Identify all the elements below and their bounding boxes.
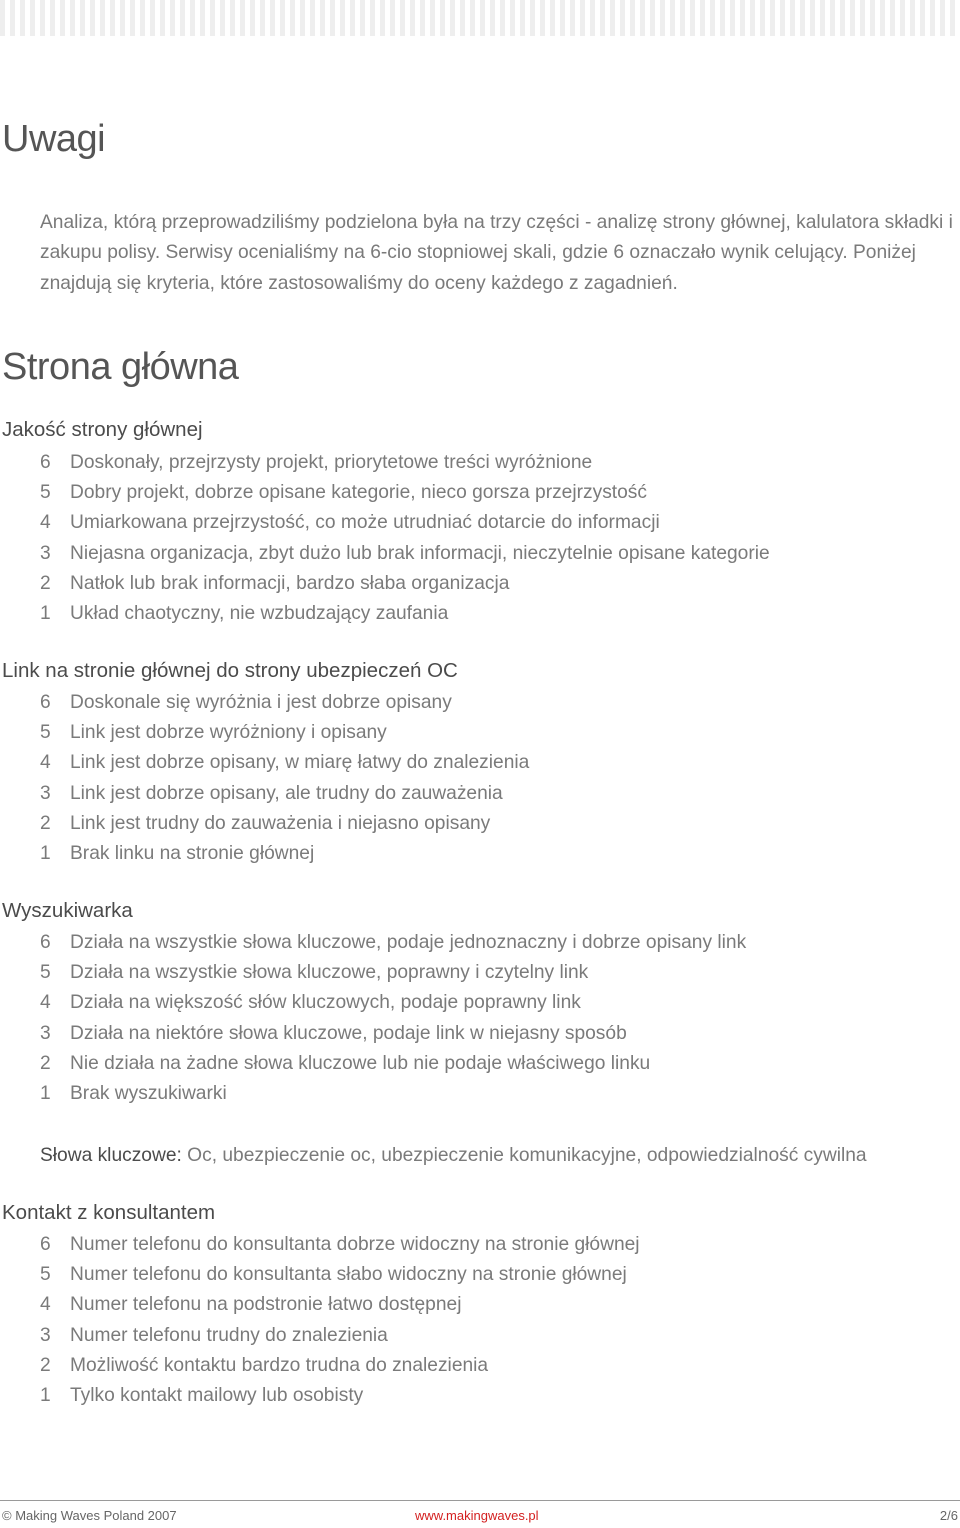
criterion-text: Działa na niektóre słowa kluczowe, podaje link w niejasny sposób [70,1022,627,1044]
score: 4 [40,992,51,1014]
criterion-text: Link jest dobrze opisany, w miarę łatwy do znalezienia [70,752,530,774]
list-item [40,539,770,569]
score: 6 [40,692,51,713]
score: 1 [40,1082,51,1104]
page-title-uwagi: Uwagi [2,118,106,160]
page-number: 2/6 [939,1508,958,1523]
list-item [40,599,770,629]
criterion-text: Umiarkowana przejrzystość, co może utrudniać dotarcie do informacji [70,512,660,534]
criterion-text: Możliwość kontaktu bardzo trudna do znalezienia [70,1354,489,1376]
score: 3 [40,782,51,804]
score: 2 [40,572,51,594]
list-item [40,569,770,599]
heading-search: Wyszukiwarka [2,899,133,922]
list-item [40,988,746,1018]
criterion-text: Link jest dobrze opisany, ale trudny do zauważenia [70,782,503,804]
score: 1 [40,602,51,624]
list-item [40,448,770,478]
score: 4 [40,752,51,774]
list-item [40,1351,640,1381]
list-item [40,1079,746,1109]
list-item [40,928,746,958]
score: 5 [40,962,51,984]
list-item [40,779,529,809]
top-decorative-band [0,0,960,36]
score: 2 [40,1052,51,1074]
score: 4 [40,1294,51,1316]
list-item [40,1290,640,1320]
criteria-list-oc-link [40,688,529,869]
score: 1 [40,1384,51,1406]
section-title-home: Strona główna [2,346,239,388]
criterion-text: Dobry projekt, dobrze opisane kategorie, nieco gorsza przejrzystość [70,482,647,504]
score: 5 [40,1264,51,1286]
list-item [40,478,770,508]
score: 3 [40,1324,51,1346]
list-item [40,1321,640,1351]
keywords-line [40,1141,867,1171]
score: 2 [40,812,51,834]
score: 6 [40,452,51,473]
score: 2 [40,1354,51,1376]
criterion-text: Brak wyszukiwarki [70,1082,227,1104]
criterion-text: Nie działa na żadne słowa kluczowe lub nie podaje właściwego linku [70,1052,651,1074]
list-item [40,809,529,839]
criteria-list-homepage-quality [40,448,770,629]
score: 6 [40,1234,51,1255]
list-item [40,718,529,748]
list-item [40,688,529,718]
criterion-text: Numer telefonu do konsultanta słabo widoczny na stronie głównej [70,1264,627,1286]
criterion-text: Doskonały, przejrzysty projekt, priorytetowe treści wyróżnione [70,452,593,473]
heading-consultant-contact: Kontakt z konsultantem [2,1201,216,1224]
heading-homepage-quality: Jakość strony głównej [2,418,203,441]
criterion-text: Brak linku na stronie głównej [70,842,315,864]
criterion-text: Link jest trudny do zauważenia i niejasno opisany [70,812,491,834]
list-item [40,958,746,988]
heading-oc-link: Link na stronie głównej do strony ubezpieczeń OC [2,659,458,682]
criterion-text: Działa na wszystkie słowa kluczowe, poprawny i czytelny link [70,962,589,984]
score: 5 [40,722,51,744]
criterion-text: Tylko kontakt mailowy lub osobisty [70,1384,364,1406]
score: 1 [40,842,51,864]
list-item [40,1381,640,1411]
list-item [40,1230,640,1260]
intro-paragraph: Analiza, którą przeprowadziliśmy podzielona była na trzy części - analizę strony głównej, kalulatora składki i zakupu polisy. Serwisy ocenialiśmy na 6-cio stopniowej skali, gdzie 6 oznaczało wynik celujący. Poniżej znajdują się kryteria, które zastosowaliśmy do oceny każdego z zagadnień. [40,212,953,294]
list-item [40,508,770,538]
list-item [40,839,529,869]
list-item [40,1019,746,1049]
list-item [40,1260,640,1290]
footer-copyright: © Making Waves Poland 2007 [2,1508,177,1523]
keywords-label: Słowa kluczowe: [40,1145,182,1166]
criterion-text: Układ chaotyczny, nie wzbudzający zaufania [70,602,449,624]
score: 3 [40,542,51,564]
footer-website-link[interactable]: www.makingwaves.pl [415,1508,539,1523]
list-item [40,1049,746,1079]
criterion-text: Numer telefonu do konsultanta dobrze widoczny na stronie głównej [70,1234,640,1255]
score: 5 [40,482,51,504]
criterion-text: Numer telefonu trudny do znalezienia [70,1324,388,1346]
criterion-text: Link jest dobrze wyróżniony i opisany [70,722,387,744]
criterion-text: Numer telefonu na podstronie łatwo dostępnej [70,1294,462,1316]
criteria-list-consultant-contact [40,1230,640,1411]
criterion-text: Działa na większość słów kluczowych, podaje poprawny link [70,992,581,1014]
criteria-list-search [40,928,746,1109]
keywords-value: Oc, ubezpieczenie oc, ubezpieczenie komunikacyjne, odpowiedzialność cywilna [181,1145,867,1166]
score: 4 [40,512,51,534]
criterion-text: Doskonale się wyróżnia i jest dobrze opisany [70,692,452,713]
score: 6 [40,932,51,953]
criterion-text: Niejasna organizacja, zbyt dużo lub brak informacji, nieczytelnie opisane kategorie [70,542,770,564]
footer-divider [0,1500,960,1501]
criterion-text: Działa na wszystkie słowa kluczowe, podaje jednoznaczny i dobrze opisany link [70,932,747,953]
list-item [40,748,529,778]
criterion-text: Natłok lub brak informacji, bardzo słaba organizacja [70,572,510,594]
score: 3 [40,1022,51,1044]
